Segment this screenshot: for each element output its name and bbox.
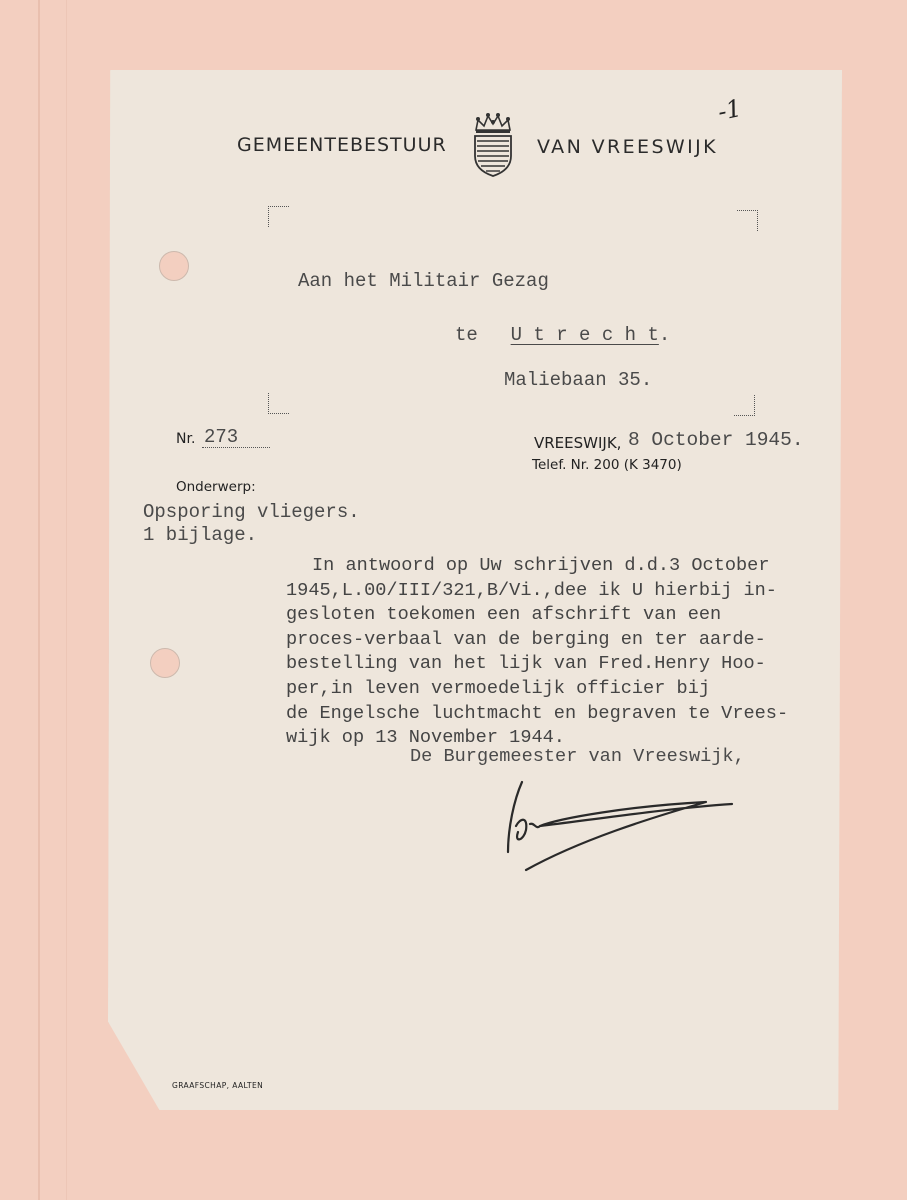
letter-body <box>286 554 788 751</box>
body-line: wijk op 13 November 1944. <box>286 727 565 749</box>
window-mark-bottom-left <box>268 393 289 414</box>
folder-edge-secondary <box>66 0 67 1200</box>
closing: De Burgemeester van Vreeswijk, <box>410 746 745 767</box>
body-line: In antwoord op Uw schrijven d.d.3 October <box>312 555 770 576</box>
letterhead-right: VAN VREESWIJK <box>537 136 718 158</box>
printer-imprint: GRAAFSCHAP, AALTEN <box>172 1081 264 1090</box>
body-line: proces-verbaal van de berging en ter aarde- <box>286 628 766 650</box>
reference-number: 273 <box>204 426 239 448</box>
telephone: Telef. Nr. 200 (K 3470) <box>532 457 682 473</box>
window-mark-top-left <box>268 206 289 227</box>
body-line: per,in leven vermoedelijk officier bij <box>286 677 711 699</box>
subject-label: Onderwerp: <box>176 479 256 495</box>
recipient-city: U t r e c h t <box>510 324 659 346</box>
recipient-line-2 <box>455 324 670 346</box>
date: 8 October 1945. <box>628 429 804 451</box>
coat-of-arms-icon <box>470 112 516 183</box>
page-number-mark: -1 <box>715 93 745 127</box>
subject-line-2: 1 bijlage. <box>143 524 258 546</box>
folder-edge <box>38 0 40 1200</box>
punch-hole-bottom <box>150 648 180 678</box>
recipient-prefix: te <box>455 324 478 346</box>
reference-label: Nr. <box>176 431 196 447</box>
recipient-line-1: Aan het Militair Gezag <box>298 270 549 292</box>
signature <box>500 778 740 883</box>
place: VREESWIJK, <box>534 434 622 452</box>
letterhead-left: GEMEENTEBESTUUR <box>237 134 447 156</box>
window-mark-bottom-right <box>734 395 755 416</box>
recipient-line-3: Maliebaan 35. <box>504 369 653 391</box>
body-line: de Engelsche luchtmacht en begraven te Vrees- <box>286 702 789 724</box>
body-line: 1945,L.00/III/321,B/Vi.,dee ik U hierbij in- <box>286 579 777 601</box>
punch-hole-top <box>159 251 189 281</box>
window-mark-top-right <box>737 210 758 231</box>
body-line: bestelling van het lijk van Fred.Henry Hoo- <box>286 653 766 675</box>
body-line: gesloten toekomen een afschrift van een <box>286 604 722 626</box>
recipient-city-period: . <box>658 324 671 346</box>
subject-line-1: Opsporing vliegers. <box>143 501 360 523</box>
